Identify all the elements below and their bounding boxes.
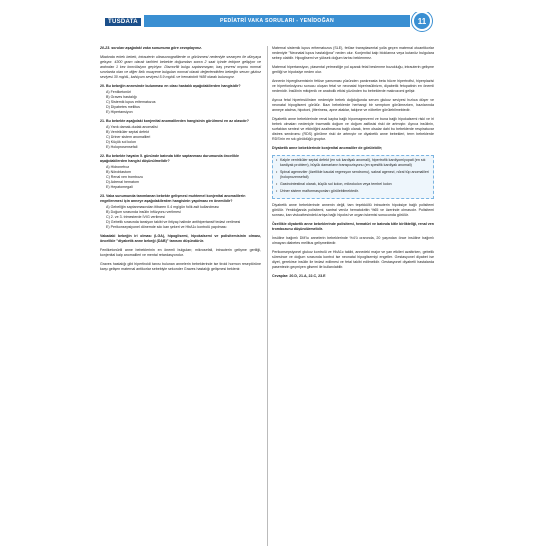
case-intro-text: Miadında erkek bebek, intrauterin ultrasonografilerde ın görünmesi nedeniyle sezaryen ile dünyaya gelsyor. 4300 gram olarak tarihleri bebekte doğumdan sonra 2 saat içinde tekipne gelişiyor ve ardından 1 kez konvülsiyon geçiriyor. Dismorfik bulgu saptanmayan, baş çevresi orşonu normal sınırlarda olan ve diğer fizik muayene bulguları normal olarak değerlendirilen bebeğin serum glukoz seviyesi 30 mg/dL, kalsiyum seviyesi 5.9 mg/dL ve hematokrit %88 olarak bulunuyor. xyxy=(100,55,261,79)
explanation-paragraph: Maternal hipertansiyon, plasental yetmezliğe yol açarak fetal beslenme bozukluğu, intrauterin gelişme geriliği ve hipoksiye neden olur. xyxy=(272,65,434,74)
option: C) Üriner sistem anomalileri xyxy=(106,135,151,139)
option: B) Nöroblastom xyxy=(106,170,131,174)
list-item: • Üriner sistem malformasyonları görülebilmektedir. xyxy=(276,189,430,194)
option: A) Fenilketonüri xyxy=(106,90,132,94)
case-intro-title: 20-23. soruları aşağıdaki vaka sunumuna göre cevaplayınız. xyxy=(100,46,202,50)
question-22: 22. Bu bebekte hayatın 5. gününde batında kitle saptanması durumunda öncelikle aşağıdakilerden hangisi düşünülmelidir? xyxy=(100,154,239,163)
question-20-options xyxy=(100,90,261,115)
page-number: 11 xyxy=(412,12,432,31)
question-23: 23. Vaka sunumunda tanımlanan bebekte gelişmesi muhtemel konjenital anomalilerin engellenmesi için anneye aşağıdakilerden hangisinin yapılması en önemlidir? xyxy=(100,194,246,203)
question-21-options xyxy=(100,125,261,150)
option: A) Gebeliğin saptanmasından itibaren 0.4 mg/gün folik asit kullanılması xyxy=(106,205,220,209)
answer-key: Cevaplar: 20.D, 21.A, 22.C, 23.E xyxy=(272,274,326,278)
option: A) Hidronefroz xyxy=(106,165,130,169)
list-item: • Spinal ageneziler (özellikle kaudal regresyon sendromu), sakral agenezi, nöral tüp anomalileri (holoprozensefali) xyxy=(276,170,430,180)
explanation-paragraph: Graves hastalığı gibi hipertiroidi tanısı bulunan annelerin bebeklerinde ise tiroid hormon reseptörüne karşı gelişen maternal antikorlar sebebiyle sekonder Graves hastalığı gelişmesi beklenir. xyxy=(100,262,261,271)
logo-text: TUSDATA xyxy=(105,18,141,26)
option: E) Hepatomegali xyxy=(106,185,133,189)
explanation-paragraph: Diyabetik anne bebeklerinde renal kayba bağlı hipomagnezemi ve buna bağlı hipokalsemi riski ve iri bebek olmaları nedeniyle travmatik doğum ve doğum asfiksisi riski de artmıştır. Ayrıca insülinin, surfaktan sentezi ve etkinliğini azaltmasına bağlı olarak, term olsalar dahi bu bebeklerde respiratuvar distres sendromu (RDS) görülme riski de artmıştır ve diyabetik anne bebekleri, term bebeklerde RDS'nin en sık görüldüğü gruptur. xyxy=(272,117,434,141)
explanation-paragraph: Diyabetik anne bebeklerinde konjenital anomaliler de görülebilir; xyxy=(272,146,383,150)
option: E) Perikonsepsiyonel dönemde sıkı kan şekeri ve HbA1c kontrolü yapılması xyxy=(106,225,227,229)
explanation-paragraph: Maternal sistemik lupus eritematozus (SLE), fetüse transplasental yolla geçen maternal otoantikorlar nedeniyle "Neonatal lupus hastalığına" neden olur. Konjenital kalp bloklarına veya kutanöz bulgulara sebep olabilir. Hipoglisemi ve yüksek doğum tartısı beklenmez. xyxy=(272,46,434,60)
explanation-paragraph: Fenilketonürili anne bebeklerinin en önemli bulguları; mikrosefali, intrauterin gelişme geriliği, konjenital kalp anomalileri ve mental retardasyondur. xyxy=(100,248,261,257)
explanation-paragraph: Perikonsepsiyonel glukoz kontrolü ve HbA1c takibi, annedeki major ve yan etkileri azaltırken, gebelik süresince ve doğum sırasında kontrol ise neonatal hipoglisemiyi engeller. Gestasyonel diyabet ise diyet, gerekirse insülin ile tedavi edilmesi ve fetal takibi edilmelidir. Gestasyonel diyabetli hastalarda pasentezin geçmiyen glisemi ile kullanılabilir. xyxy=(272,250,434,269)
two-column-body xyxy=(100,46,438,546)
right-column xyxy=(267,46,434,546)
option: E) Holoprosensefali xyxy=(106,145,138,149)
option: D) Küçük sol kolon xyxy=(106,140,136,144)
option: D) Gebelik sırasında tansiyon takibi ve ihtiyaç halinde antihipertansif tedavi verilmesi xyxy=(106,220,241,224)
question-20: 20. Bu bebeğin annesinde bulunması en olası hastalık aşağıdakilerden hangisidir? xyxy=(100,84,241,88)
explanation-paragraph: Vakadaki bebeğin iri olması (LGA), hipoglisemi, hipokalsemi ve polisitemisinin olması, öncelikle "diyabetik anne bebeği (DAB)" tanısını düşündürür. xyxy=(100,234,261,243)
option: C) Renal ven trombozu xyxy=(106,175,143,179)
question-21: 21. Bu bebekte aşağıdaki konjenital anomalilerden hangisinin görülmesi en az olasıdır? xyxy=(100,119,249,123)
list-item: • Gastrointestinal olarak, küçük sol kolon, mikrokolon veya tembel kolon xyxy=(276,182,430,187)
question-22-options xyxy=(100,165,261,190)
option: D) Diyabetes mellitus xyxy=(106,105,140,109)
list-item: • Kalple ventriküler septal defekt (en sık kardiyak anomali), hipertrofik kardiyomiyopati (en sık kardiyak problem), büyük damarların transpozisyonu (en spesifik kardiyak anomali) xyxy=(276,158,430,168)
option: B) Ventriküler septal defekt xyxy=(106,130,149,134)
option: B) Doğum sırasında insülin infüzyonu verilmesi xyxy=(106,210,181,214)
option: C) 2. ve 3. trimesterde İVIG verilmesi xyxy=(106,215,165,219)
option: D) Adrenal hematom xyxy=(106,180,139,184)
option: C) Sistemik lupus eritematozus xyxy=(106,100,156,104)
explanation-paragraph: Diyabetik anne bebeklerinde annenin değil, tam teşekküllü intrauterin hipoksiye bağlı polisitemi görülür. Yenidoğanda polisitemi, santral venöz hematokritin %65 ve üzerinde olmasıdır. Polisitemi sonrası, kan viskozitesindeki artışa bağlı hipoksi ve organ iskemisi sonucunda görülür. xyxy=(272,203,434,217)
page-header xyxy=(100,12,438,42)
left-column xyxy=(100,46,267,546)
option: E) Hipertansiyon xyxy=(106,110,133,114)
explanation-paragraph: Özellikle diyabetik anne bebeklerinde polisitemi, hematüri ve batında kitle birlikteliği, renal ven trombozunu düşündürmelidir. xyxy=(272,222,434,231)
publisher-logo xyxy=(100,14,140,30)
section-title-bar: PEDİATRİ VAKA SORULARI - YENİDOĞAN xyxy=(144,15,410,27)
option: A) Yarık damak-dudak anomalisi xyxy=(106,125,158,129)
explanation-paragraph: Annenin hiperglisemisinin fetüse yansıması yüzünden pankreasta beta hücre hipertrofisi, hiperplazisi ve hiperfonksiyonu sonucu oluşan fetal ve neonatal hiperinsülinizm, diyabetik fetopatinin en önemli nedenidir. İnsülinin mitojenik ve anabolik etkisi yüzünden bu bebeklerde makrozomi gelişir. xyxy=(272,79,434,93)
book-page xyxy=(100,12,438,550)
explanation-paragraph: Ayrıca fetal hiperinsülinizm nedeniyle bebek doğduğunda serum glukoz seviyesi hızlıca düşer ve neonatal hipoglisemi görülür. Bazı bebeklerde herhangi bir semptom görülmezken, bazılarında anneye atalma, hipotoni, jitteriness, apne ataklar, takipne ve nöbetler görülebilmektedir. xyxy=(272,98,434,112)
question-23-options xyxy=(100,205,261,230)
option: B) Graves hastalığı xyxy=(106,95,137,99)
anomaly-list-box xyxy=(272,155,434,199)
explanation-paragraph: İnsüline bağımlı DM'lu annelerin bebeklerinde %4'ü oranında, 20 yaşından önce insüline bağımlı olmayan diabetes mellitus gelişmektedir. xyxy=(272,236,434,245)
